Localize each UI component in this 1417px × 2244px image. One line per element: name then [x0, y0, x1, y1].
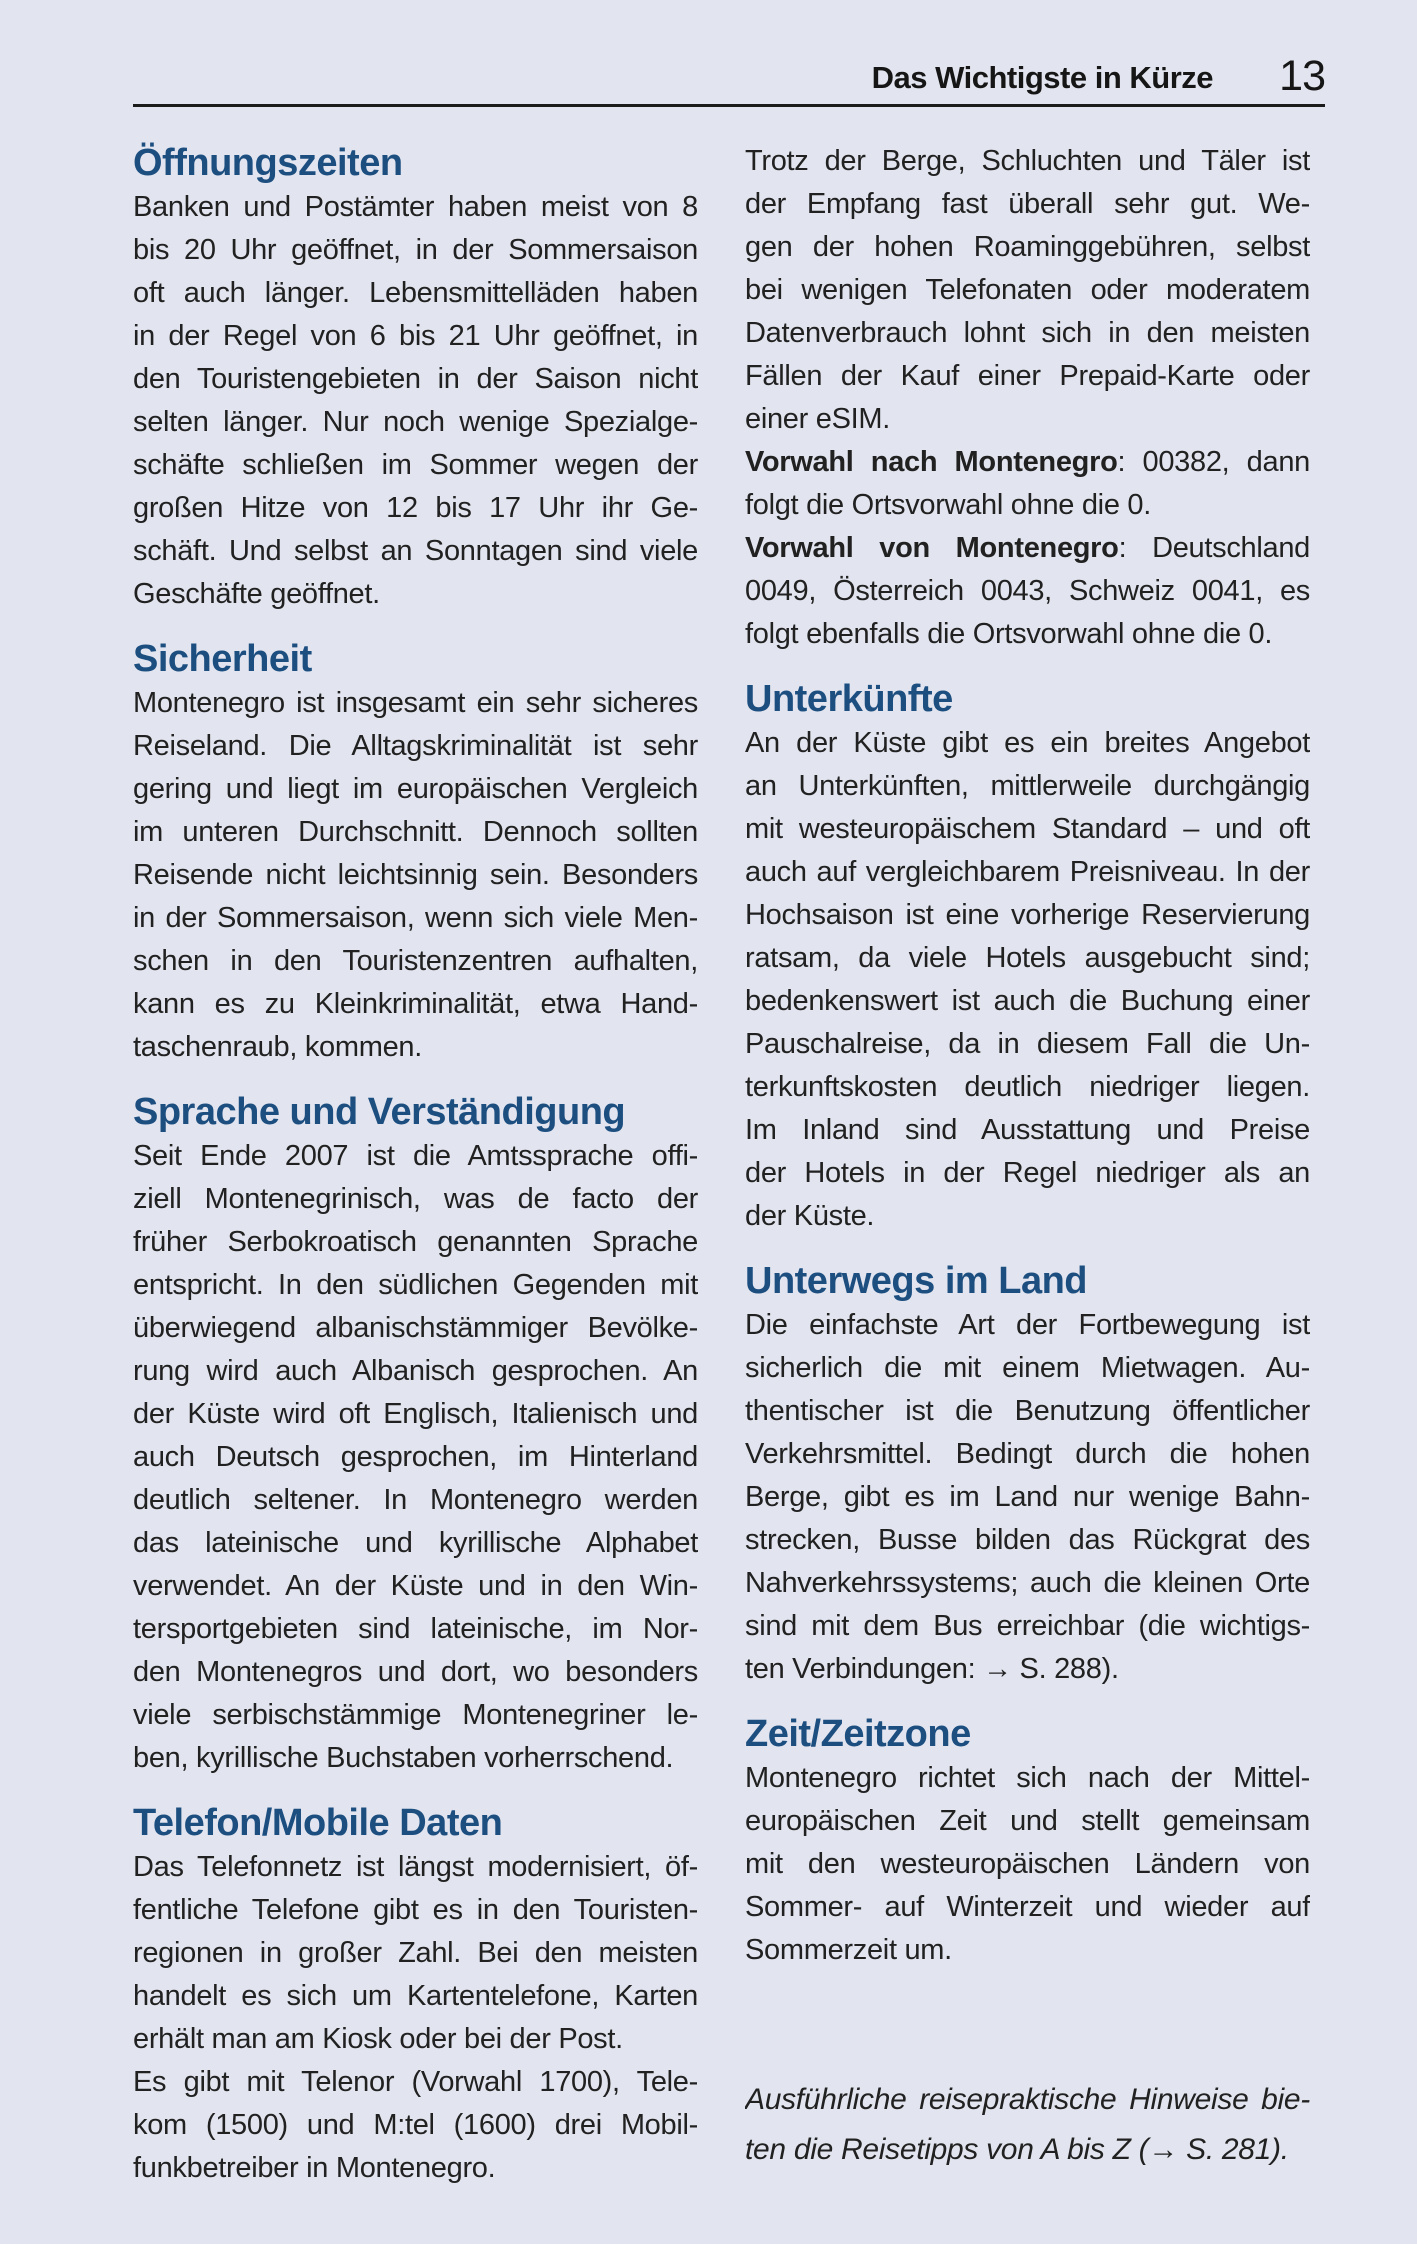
- text-line: Seit Ende 2007 ist die Amtssprache offi-: [133, 1140, 698, 1172]
- text-line: Berge, gibt es im Land nur wenige Bahn-: [745, 1481, 1310, 1513]
- paragraph: [745, 441, 1310, 527]
- text-line: ziell Montenegrinisch, was de facto der: [133, 1183, 698, 1215]
- column-right: [745, 140, 1310, 2190]
- paragraph: [745, 1304, 1310, 1691]
- text-line: Verkehrsmittel. Bedingt durch die hohen: [745, 1438, 1310, 1470]
- text-line: 0049, Österreich 0043, Schweiz 0041, es: [745, 575, 1310, 607]
- text-line: ten die Reisetipps von A bis Z (→ S. 281).: [745, 2133, 1289, 2166]
- text-line: das lateinische und kyrillische Alphabet: [133, 1527, 698, 1559]
- paragraph: [745, 527, 1310, 656]
- text-line: der Küste.: [745, 1200, 875, 1232]
- text-line: Im Inland sind Ausstattung und Preise: [745, 1114, 1310, 1146]
- text-line: ben, kyrillische Buchstaben vorherrschend.: [133, 1742, 674, 1774]
- text-line: Reiseland. Die Alltagskriminalität ist sehr: [133, 730, 698, 762]
- text-line: europäischen Zeit und stellt gemeinsam: [745, 1805, 1310, 1837]
- text-line: thentischer ist die Benutzung öffentlicher: [745, 1395, 1310, 1427]
- section-heading: Unterkünfte: [745, 678, 953, 720]
- text-line: deutlich seltener. In Montenegro werden: [133, 1484, 698, 1516]
- text-line: Fällen der Kauf einer Prepaid-Karte oder: [745, 360, 1310, 392]
- footer-note: [745, 2075, 1310, 2175]
- running-head: [133, 0, 1325, 107]
- paragraph: [133, 2061, 698, 2190]
- text-line: auch auf vergleichbarem Preisniveau. In der: [745, 856, 1310, 888]
- column-left: [133, 140, 698, 2190]
- text-line: viele serbischstämmige Montenegriner le-: [133, 1699, 698, 1731]
- page-number: 13: [1279, 52, 1325, 100]
- text-line: gering und liegt im europäischen Vergleich: [133, 773, 698, 805]
- section-heading: Öffnungszeiten: [133, 142, 403, 184]
- bold-lead: Vorwahl nach Montenegro: [745, 446, 1118, 478]
- text-line: Geschäfte geöffnet.: [133, 578, 380, 610]
- text-line: früher Serbokroatisch genannten Sprache: [133, 1226, 698, 1258]
- paragraph: [133, 682, 698, 1069]
- text-line: Die einfachste Art der Fortbewegung ist: [745, 1309, 1310, 1341]
- paragraph: [133, 186, 698, 616]
- text-line: Vorwahl von Montenegro: Deutschland: [745, 532, 1310, 564]
- text-line: schen in den Touristenzentren aufhalten,: [133, 945, 698, 977]
- section-heading: Unterwegs im Land: [745, 1260, 1087, 1302]
- text-line: mit westeuropäischem Standard – und oft: [745, 813, 1310, 845]
- section-heading: Sicherheit: [133, 638, 312, 680]
- text-line: selten länger. Nur noch wenige Spezialge-: [133, 406, 698, 438]
- text-line: funkbetreiber in Montenegro.: [133, 2152, 496, 2184]
- text-line: mit den westeuropäischen Ländern von: [745, 1848, 1310, 1880]
- text-line: ten Verbindungen: → S. 288).: [745, 1653, 1119, 1685]
- text-line: Nahverkehrssystems; auch die kleinen Orte: [745, 1567, 1310, 1599]
- text-line: einer eSIM.: [745, 403, 890, 435]
- text-line: bei wenigen Telefonaten oder moderatem: [745, 274, 1310, 306]
- text-line: sind mit dem Bus erreichbar (die wichtigs-: [745, 1610, 1310, 1642]
- text-line: bis 20 Uhr geöffnet, in der Sommersaison: [133, 234, 698, 266]
- text-line: erhält man am Kiosk oder bei der Post.: [133, 2023, 623, 2055]
- text-line: rung wird auch Albanisch gesprochen. An: [133, 1355, 698, 1387]
- paragraph: [745, 1757, 1310, 1972]
- text-line: Das Telefonnetz ist längst modernisiert, öf-: [133, 1851, 698, 1883]
- text-line: Reisende nicht leichtsinnig sein. Besonders: [133, 859, 698, 891]
- text-line: in der Regel von 6 bis 21 Uhr geöffnet, in: [133, 320, 698, 352]
- text-line: handelt es sich um Kartentelefone, Karten: [133, 1980, 698, 2012]
- page-title: Das Wichtigste in Kürze: [871, 60, 1213, 95]
- text-line: Ausführliche reisepraktische Hinweise bie-: [745, 2083, 1310, 2116]
- section-heading: Zeit/Zeitzone: [745, 1713, 971, 1755]
- text-line: Montenegro ist insgesamt ein sehr sicheres: [133, 687, 698, 719]
- text-line: auch Deutsch gesprochen, im Hinterland: [133, 1441, 698, 1473]
- text-line: strecken, Busse bilden das Rückgrat des: [745, 1524, 1310, 1556]
- text-line: Datenverbrauch lohnt sich in den meisten: [745, 317, 1310, 349]
- text-line: Pauschalreise, da in diesem Fall die Un-: [745, 1028, 1310, 1060]
- text-line: kann es zu Kleinkriminalität, etwa Hand-: [133, 988, 698, 1020]
- section-heading: Sprache und Verständigung: [133, 1091, 626, 1133]
- paragraph: [133, 1846, 698, 2061]
- bold-lead: Vorwahl von Montenegro: [745, 532, 1119, 564]
- two-column-text: [133, 140, 1310, 2190]
- text-line: schäft. Und selbst an Sonntagen sind viele: [133, 535, 698, 567]
- text-line: Sommerzeit um.: [745, 1934, 952, 1966]
- text-line: taschenraub, kommen.: [133, 1031, 422, 1063]
- text-line: fentliche Telefone gibt es in den Touristen-: [133, 1894, 698, 1926]
- text-line: der Küste wird oft Englisch, Italienisch und: [133, 1398, 698, 1430]
- text-line: Banken und Postämter haben meist von 8: [133, 191, 698, 223]
- text-line: oft auch länger. Lebensmittelläden haben: [133, 277, 698, 309]
- text-line: Trotz der Berge, Schluchten und Täler ist: [745, 145, 1310, 177]
- text-line: Montenegro richtet sich nach der Mittel-: [745, 1762, 1310, 1794]
- paragraph: [745, 722, 1310, 1238]
- text-line: den Montenegros und dort, wo besonders: [133, 1656, 698, 1688]
- text-line: der Empfang fast überall sehr gut. We-: [745, 188, 1310, 220]
- text-line: Hochsaison ist eine vorherige Reservierung: [745, 899, 1310, 931]
- text-line: in der Sommersaison, wenn sich viele Men-: [133, 902, 698, 934]
- text-line: im unteren Durchschnitt. Dennoch sollten: [133, 816, 698, 848]
- text-line: ratsam, da viele Hotels ausgebucht sind;: [745, 942, 1310, 974]
- text-line: großen Hitze von 12 bis 17 Uhr ihr Ge-: [133, 492, 698, 524]
- text-line: tersportgebieten sind lateinische, im Nor-: [133, 1613, 698, 1645]
- text-line: bedenkenswert ist auch die Buchung einer: [745, 985, 1310, 1017]
- text-line: den Touristengebieten in der Saison nicht: [133, 363, 698, 395]
- text-line: folgt ebenfalls die Ortsvorwahl ohne die 0.: [745, 618, 1273, 650]
- text-line: kom (1500) und M:tel (1600) drei Mobil-: [133, 2109, 698, 2141]
- paragraph: [133, 1135, 698, 1780]
- section-heading: Telefon/Mobile Daten: [133, 1802, 503, 1844]
- paragraph: [745, 140, 1310, 441]
- text-line: An der Küste gibt es ein breites Angebot: [745, 727, 1310, 759]
- text-line: Es gibt mit Telenor (Vorwahl 1700), Tele-: [133, 2066, 698, 2098]
- text-line: folgt die Ortsvorwahl ohne die 0.: [745, 489, 1151, 521]
- text-line: regionen in großer Zahl. Bei den meisten: [133, 1937, 698, 1969]
- text-line: gen der hohen Roaminggebühren, selbst: [745, 231, 1310, 263]
- text-line: Sommer- auf Winterzeit und wieder auf: [745, 1891, 1310, 1923]
- text-line: überwiegend albanischstämmiger Bevölke-: [133, 1312, 698, 1344]
- text-line: Vorwahl nach Montenegro: 00382, dann: [745, 446, 1310, 478]
- text-line: der Hotels in der Regel niedriger als an: [745, 1157, 1310, 1189]
- text-line: entspricht. In den südlichen Gegenden mit: [133, 1269, 698, 1301]
- text-line: terkunftskosten deutlich niedriger liegen.: [745, 1071, 1310, 1103]
- text-line: sicherlich die mit einem Mietwagen. Au-: [745, 1352, 1310, 1384]
- text-line: an Unterkünften, mittlerweile durchgängig: [745, 770, 1310, 802]
- text-line: verwendet. An der Küste und in den Win-: [133, 1570, 698, 1602]
- text-line: schäfte schließen im Sommer wegen der: [133, 449, 698, 481]
